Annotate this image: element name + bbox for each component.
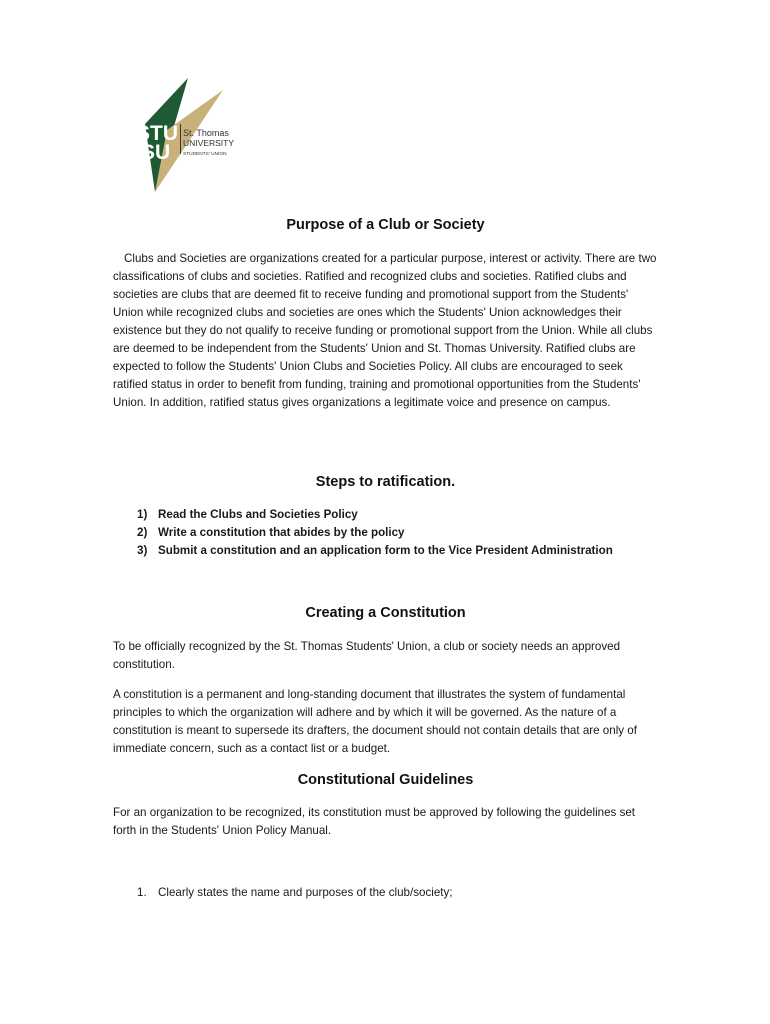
logo-initials-top: STU xyxy=(136,122,178,145)
constitution-para2: A constitution is a permanent and long-standing document that illustrates the system of fundamental principles to which the organization will adhere and by which it will be governed. As the nature of a constitution is meant to supersede its drafters, the document should not contain details that are only of immediate concern, such as a contact list or a budget. xyxy=(113,688,637,755)
guidelines-list xyxy=(113,884,658,902)
purpose-heading: Purpose of a Club or Society xyxy=(286,217,485,233)
guidelines-para1: For an organization to be recognized, its constitution must be approved by following the guidelines set forth in the Students' Union Policy Manual. xyxy=(113,806,636,837)
guidelines-heading: Constitutional Guidelines xyxy=(297,772,474,788)
steps-heading: Steps to ratification. xyxy=(315,474,456,490)
list-item: 3) Submit a constitution and an application form to the Vice President Administration xyxy=(137,544,613,557)
stusu-logo xyxy=(133,76,243,194)
constitution-para1: To be officially recognized by the St. Thomas Students' Union, a club or society needs an approved constitution. xyxy=(113,640,621,671)
logo-line2: UNIVERSITY xyxy=(183,138,235,148)
list-item: 2) Write a constitution that abides by the policy xyxy=(137,526,405,539)
constitution-heading: Creating a Constitution xyxy=(305,605,466,621)
list-item: 1. Clearly states the name and purposes of the club/society; xyxy=(137,886,453,899)
logo-line1: St. Thomas xyxy=(183,128,229,138)
purpose-body: Clubs and Societies are organizations created for a particular purpose, interest or activity. There are two classifications of clubs and societies. Ratified and recognized clubs and societies. Ratified clubs and societies are clubs that are deemed fit to receive funding and promotional support from the Students' Union while recognized clubs and societies are ones which the Students' Union acknowledges their existence but they do not qualify to receive funding or promotional support from the Union. While all clubs are deemed to be independent from the Students' Union and St. Thomas University. Ratified clubs are expected to follow the Students' Union Clubs and Societies Policy. All clubs are encouraged to seek ratified status in order to benefit from funding, training and promotional opportunities from the Students' Union. In addition, ratified status gives organizations a legitimate voice and presence on campus. xyxy=(113,252,657,409)
logo-initials-bottom: SU xyxy=(141,141,171,164)
list-item: 1) Read the Clubs and Societies Policy xyxy=(137,508,358,521)
steps-list xyxy=(113,506,658,560)
logo-line3: STUDENTS' UNION xyxy=(183,152,227,157)
